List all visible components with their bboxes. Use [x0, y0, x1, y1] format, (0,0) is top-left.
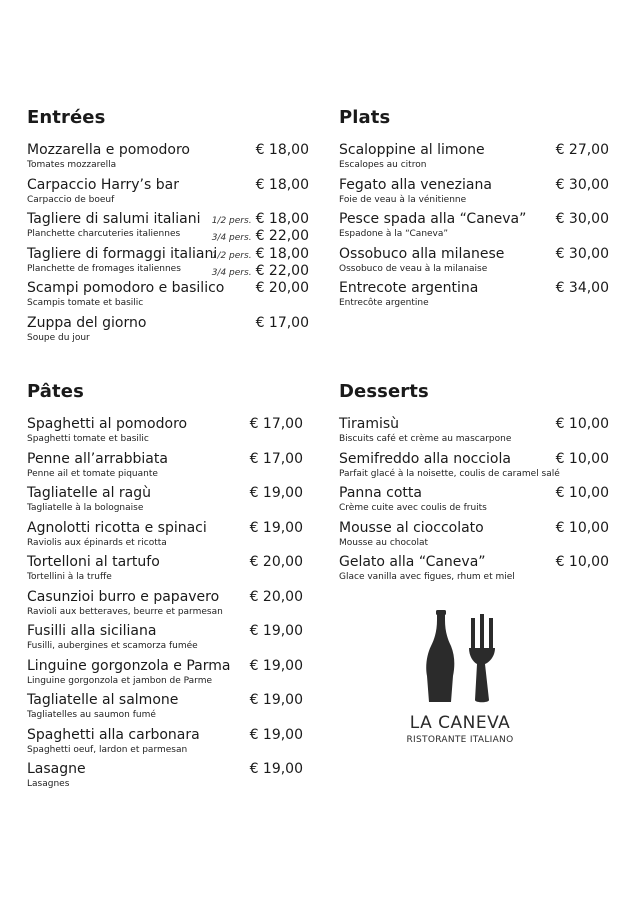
dish-description: Raviolis aux épinards et ricotta	[27, 537, 167, 548]
menu-item	[27, 658, 303, 693]
dish-price	[250, 485, 303, 502]
dish-price	[250, 554, 303, 571]
menu-item	[27, 485, 303, 520]
menu-item	[339, 280, 609, 315]
dish-price	[256, 315, 309, 332]
dish-description: Soupe du jour	[27, 332, 90, 343]
price-value: € 17,00	[249, 450, 303, 467]
dish-name: Zuppa del giorno	[27, 314, 147, 331]
restaurant-logo	[395, 610, 525, 745]
dish-name: Spaghetti al pomodoro	[27, 416, 188, 432]
price-value: € 18,00	[255, 211, 309, 227]
dish-description: Parfait glacé à la noisette, coulis de caramel salé	[339, 468, 560, 479]
menu-item	[27, 451, 303, 486]
dish-price	[256, 280, 309, 297]
menu-item	[27, 211, 309, 246]
portion-label: 1/2 pers.	[211, 216, 252, 226]
logo-name: LA CANEVA	[409, 713, 511, 733]
dish-name: Mousse al cioccolato	[339, 519, 484, 536]
dish-name: Panna cotta	[339, 485, 422, 501]
menu-item	[339, 142, 609, 177]
dish-description: Escalopes au citron	[339, 160, 427, 170]
dish-name: Penne all’arrabbiata	[27, 450, 168, 467]
menu-item	[339, 554, 609, 589]
dish-name: Tagliere di formaggi italiani	[27, 245, 218, 262]
menu-item	[339, 211, 609, 246]
menu-item	[27, 246, 309, 281]
menu-item	[27, 589, 303, 624]
dish-name: Scaloppine al limone	[339, 142, 485, 158]
section-title: Entrées	[27, 107, 106, 128]
dish-description: Spaghetti tomate et basilic	[27, 434, 149, 444]
dish-description: Lasagnes	[27, 779, 70, 789]
menu-item	[27, 280, 309, 315]
menu-item	[339, 177, 609, 212]
dish-name: Scampi pomodoro e basilico	[27, 280, 225, 296]
menu-item	[27, 623, 303, 658]
dish-description: Fusilli, aubergines et scamorza fumée	[27, 641, 198, 651]
price-value: € 19,00	[249, 623, 303, 639]
dish-description: Spaghetti oeuf, lardon et parmesan	[27, 744, 188, 755]
section-desserts	[339, 381, 609, 589]
section-title: Pâtes	[27, 381, 84, 402]
price-value: € 20,00	[255, 280, 309, 296]
portion-label: 3/4 pers.	[211, 233, 252, 243]
menu-item	[27, 142, 309, 177]
dish-name: Lasagne	[27, 761, 86, 777]
dish-name: Tagliatelle al salmone	[27, 692, 179, 708]
price-value: € 22,00	[255, 228, 309, 244]
dish-description: Penne ail et tomate piquante	[27, 468, 158, 479]
price-value: € 20,00	[249, 588, 303, 605]
menu-item	[27, 520, 303, 555]
dish-price	[250, 451, 303, 468]
dish-description: Planchette charcuteries italiennes	[27, 229, 181, 239]
portion-label: 3/4 pers.	[211, 267, 252, 278]
dish-name: Tiramisù	[339, 416, 400, 432]
menu-item	[339, 451, 609, 486]
price-value: € 10,00	[555, 416, 609, 432]
price-value: € 19,00	[249, 485, 303, 501]
price-value: € 17,00	[255, 314, 309, 331]
dish-price	[250, 658, 303, 675]
dish-name: Gelato alla “Caneva”	[339, 554, 486, 570]
dish-price-large-portion	[212, 228, 309, 247]
dish-price	[250, 520, 303, 537]
menu-item	[339, 520, 609, 555]
price-value: € 27,00	[555, 142, 609, 158]
dish-description: Foie de veau à la vénitienne	[339, 194, 467, 205]
dish-price	[556, 142, 609, 159]
dish-name: Fegato alla veneziana	[339, 176, 492, 193]
price-value: € 30,00	[555, 176, 609, 193]
dish-description: Mousse au chocolat	[339, 537, 428, 548]
price-value: € 10,00	[555, 554, 609, 570]
dish-name: Linguine gorgonzola e Parma	[27, 657, 231, 674]
price-value: € 19,00	[249, 657, 303, 674]
dish-description: Biscuits café et crème au mascarpone	[339, 434, 512, 444]
menu-item	[339, 246, 609, 281]
dish-description: Ravioli aux betteraves, beurre et parmesan	[27, 606, 223, 617]
dish-price	[556, 520, 609, 537]
menu-item	[339, 485, 609, 520]
dish-name: Spaghetti alla carbonara	[27, 726, 200, 743]
section-title: Plats	[339, 107, 391, 128]
dish-description: Espadone à la “Caneva”	[339, 229, 449, 239]
dish-description: Tagliatelle à la bolognaise	[27, 503, 144, 513]
dish-description: Tortellini à la truffe	[27, 572, 112, 582]
menu-item	[339, 416, 609, 451]
price-value: € 18,00	[255, 142, 309, 158]
section-plats	[339, 107, 609, 315]
menu-item	[27, 416, 303, 451]
price-value: € 10,00	[555, 485, 609, 501]
price-value: € 10,00	[555, 450, 609, 467]
dish-name: Mozzarella e pomodoro	[27, 142, 190, 158]
dish-name: Fusilli alla siciliana	[27, 623, 157, 639]
dish-name: Casunzioi burro e papavero	[27, 588, 220, 605]
dish-price	[556, 211, 609, 228]
price-value: € 30,00	[555, 245, 609, 262]
dish-name: Tagliatelle al ragù	[27, 485, 152, 501]
price-value: € 18,00	[255, 245, 309, 262]
dish-description: Tomates mozzarella	[27, 160, 117, 170]
dish-name: Carpaccio Harry’s bar	[27, 176, 179, 193]
menu-item	[27, 727, 303, 762]
price-value: € 22,00	[255, 262, 309, 279]
price-value: € 19,00	[249, 761, 303, 777]
dish-name: Tortelloni al tartufo	[27, 554, 160, 570]
dish-price	[256, 142, 309, 159]
dish-name: Entrecote argentina	[339, 280, 479, 296]
menu-item	[27, 315, 309, 350]
dish-price	[250, 623, 303, 640]
price-value: € 10,00	[555, 519, 609, 536]
price-value: € 18,00	[255, 176, 309, 193]
section-entrees	[27, 107, 309, 349]
menu-item	[27, 177, 309, 212]
dish-price	[556, 177, 609, 194]
dish-name: Pesce spada alla “Caneva”	[339, 211, 527, 227]
dish-name: Tagliere di salumi italiani	[27, 211, 201, 227]
dish-description: Ossobuco de veau à la milanaise	[339, 263, 488, 274]
section-pates	[27, 381, 303, 796]
dish-name: Agnolotti ricotta e spinaci	[27, 519, 207, 536]
dish-name: Semifreddo alla nocciola	[339, 450, 511, 467]
dish-price	[556, 280, 609, 297]
dish-description: Linguine gorgonzola et jambon de Parme	[27, 675, 213, 686]
dish-price	[556, 246, 609, 263]
price-value: € 19,00	[249, 519, 303, 536]
dish-description: Scampis tomate et basilic	[27, 298, 144, 308]
dish-price	[250, 416, 303, 433]
dish-price	[250, 727, 303, 744]
price-value: € 34,00	[555, 280, 609, 296]
dish-price	[250, 761, 303, 778]
dish-price	[250, 589, 303, 606]
portion-label: 1/2 pers.	[211, 250, 252, 261]
menu-item	[27, 761, 303, 796]
dish-price	[556, 554, 609, 571]
dish-price	[556, 485, 609, 502]
price-value: € 19,00	[249, 692, 303, 708]
dish-description: Entrecôte argentine	[339, 298, 429, 308]
dish-description: Carpaccio de boeuf	[27, 194, 115, 205]
dish-price	[250, 692, 303, 709]
bottle-and-fork-icon	[415, 610, 505, 705]
dish-description: Tagliatelles au saumon fumé	[27, 710, 156, 720]
price-value: € 20,00	[249, 554, 303, 570]
section-title: Desserts	[339, 381, 429, 402]
dish-price	[256, 177, 309, 194]
dish-price-large-portion	[212, 263, 309, 282]
price-value: € 17,00	[249, 416, 303, 432]
menu-item	[27, 554, 303, 589]
dish-description: Crème cuite avec coulis de fruits	[339, 503, 487, 513]
dish-description: Glace vanilla avec figues, rhum et miel	[339, 572, 515, 582]
dish-description: Planchette de fromages italiennes	[27, 263, 181, 274]
logo-subtitle: RISTORANTE ITALIANO	[406, 735, 514, 745]
dish-name: Ossobuco alla milanese	[339, 245, 505, 262]
price-value: € 30,00	[555, 211, 609, 227]
dish-price	[556, 416, 609, 433]
menu-item	[27, 692, 303, 727]
dish-price	[556, 451, 609, 468]
price-value: € 19,00	[249, 726, 303, 743]
